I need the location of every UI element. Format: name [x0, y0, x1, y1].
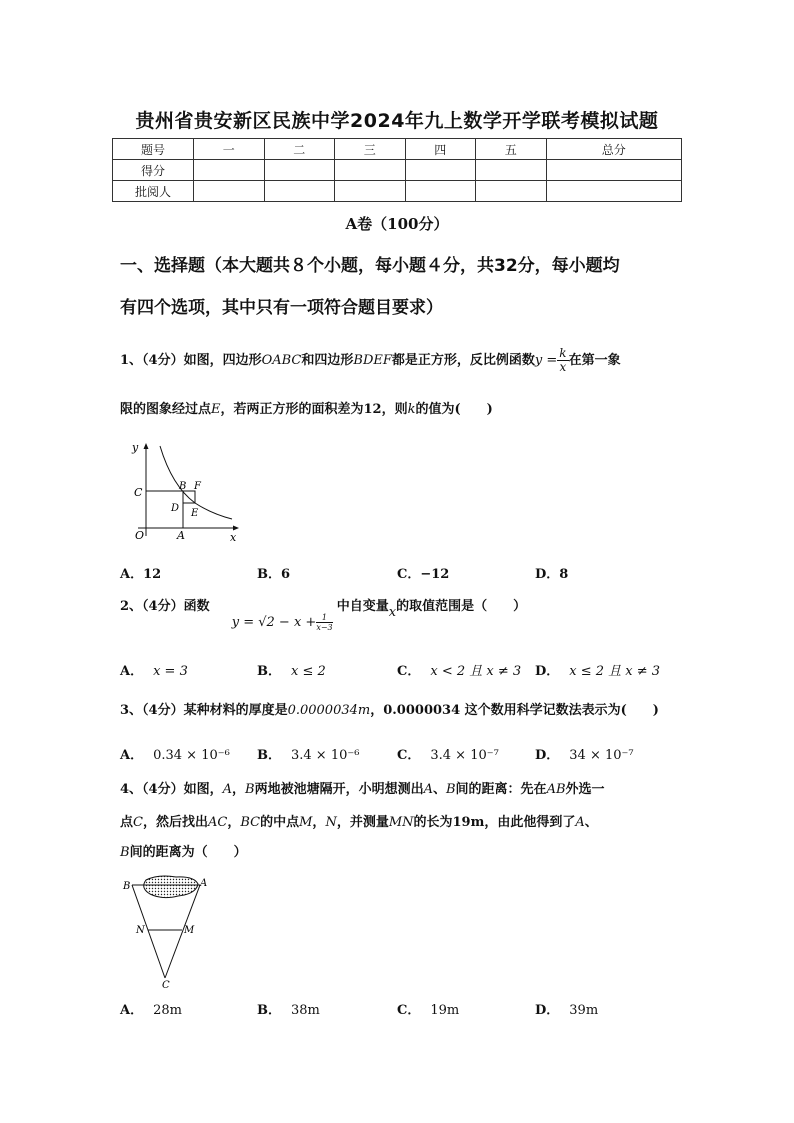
- q1-point: E: [211, 402, 221, 417]
- q4-text: 的中点: [260, 815, 300, 830]
- question-4-line3: [120, 843, 690, 863]
- q4-MN: MN: [388, 815, 414, 830]
- q1-fig-label-e: E: [191, 508, 199, 519]
- q4-option-b-label: B．: [257, 1003, 281, 1018]
- q4-A: A: [423, 782, 433, 797]
- q1-fraction: [557, 347, 568, 374]
- score-table: [112, 138, 682, 202]
- q4-option-c[interactable]: [397, 999, 459, 1018]
- q3-option-a-label: A．: [120, 748, 144, 763]
- q2-options: [120, 660, 680, 680]
- q2-formula: [232, 615, 333, 630]
- q1-text: 1、（4分）如图，四边形: [120, 353, 262, 368]
- q3-option-a[interactable]: [120, 744, 230, 763]
- q2-text: 的取值范围是（ ）: [396, 599, 527, 614]
- q2-var: x: [388, 605, 397, 620]
- q3-option-c-value: 3.4 × 10⁻⁷: [430, 748, 499, 763]
- q4-B: B: [445, 782, 456, 797]
- q1-figure: [124, 438, 244, 550]
- q2-option-b[interactable]: [257, 660, 326, 679]
- q2-frac-num: 1: [316, 613, 332, 623]
- q4-M: M: [299, 815, 313, 830]
- score-cell[interactable]: [546, 181, 682, 202]
- score-cell[interactable]: [476, 181, 547, 202]
- q4-fig-label-m: M: [184, 925, 195, 936]
- q4-option-a-value: 28m: [153, 1003, 182, 1018]
- q3-text: 3、（4分）某种材料的厚度是: [120, 703, 288, 718]
- q1-fig-label-y: y: [132, 441, 139, 454]
- q4-option-c-value: 19m: [430, 1003, 460, 1018]
- q4-BC: BC: [240, 815, 261, 830]
- q2-option-c-value: x < 2 且 x ≠ 3: [430, 664, 522, 679]
- q4-option-a-label: A．: [120, 1003, 144, 1018]
- q4-text: 4、（4分）如图，: [120, 782, 223, 797]
- q4-AB: AB: [546, 782, 566, 797]
- q1-fig-label-o: O: [135, 529, 145, 542]
- q4-fig-label-c: C: [162, 980, 170, 990]
- q4-fig-label-a: A: [200, 878, 208, 889]
- score-table-header-cell: 总分: [546, 139, 682, 160]
- q3-option-d[interactable]: [535, 744, 634, 763]
- q4-B: B: [120, 845, 130, 860]
- question-3-line: [120, 701, 690, 721]
- q1-shape1: OABC: [261, 353, 302, 368]
- q1-text: 和四边形: [301, 353, 354, 368]
- part-title-line2: 有四个选项，其中只有一项符合题目要求）: [120, 298, 443, 318]
- score-cell[interactable]: [264, 181, 335, 202]
- q4-A: A: [575, 815, 585, 830]
- score-cell[interactable]: [546, 160, 682, 181]
- q1-option-c[interactable]: C．−12: [397, 567, 450, 582]
- q1-fig-label-x: x: [230, 531, 237, 544]
- q2-option-b-value: x ≤ 2: [291, 664, 326, 679]
- q1-option-b[interactable]: B．6: [257, 567, 291, 582]
- q4-text: 的长为19m，由此他得到了: [413, 815, 576, 830]
- exam-title: 贵州省贵安新区民族中学2024年九上数学开学联考模拟试题: [135, 110, 659, 132]
- q3-value: 0.0000034m: [287, 703, 371, 718]
- q3-options: [120, 744, 680, 764]
- q2-option-c[interactable]: [397, 660, 521, 679]
- question-1-line1: [120, 347, 690, 374]
- q1-text: ，若两正方形的面积差为12，则: [220, 402, 408, 417]
- q2-fraction: [316, 613, 332, 632]
- score-table-header-cell: 四: [405, 139, 476, 160]
- score-cell[interactable]: [476, 160, 547, 181]
- question-2-line: [120, 597, 690, 632]
- q3-option-b[interactable]: [257, 744, 359, 763]
- q4-text: ，并测量: [336, 815, 389, 830]
- q4-text: 两地被池塘隔开，小明想测出: [254, 782, 424, 797]
- q4-options: [120, 999, 680, 1019]
- q1-shape2: BDEF: [353, 353, 392, 368]
- q3-text: ，0.0000034 这个数用科学记数法表示为( ): [370, 703, 659, 718]
- q1-func-lhs: y =: [534, 353, 558, 368]
- score-table-row: [113, 181, 682, 202]
- q1-text: 都是正方形，反比例函数: [391, 353, 535, 368]
- score-table-header-cell: 一: [194, 139, 265, 160]
- q4-option-b[interactable]: [257, 999, 320, 1018]
- q1-options: [120, 563, 680, 583]
- score-cell[interactable]: [194, 181, 265, 202]
- q1-frac-num: k: [559, 346, 567, 360]
- q4-option-b-value: 38m: [291, 1003, 320, 1018]
- q1-option-a[interactable]: A．12: [120, 567, 162, 582]
- q4-B: B: [245, 782, 255, 797]
- q2-option-a-label: A．: [120, 664, 144, 679]
- part-title-line1: 一、选择题（本大题共８个小题，每小题４分，共32分，每小题均: [120, 256, 620, 276]
- question-1-line2: [120, 400, 690, 420]
- q4-text: 间的距离：先在: [455, 782, 547, 797]
- score-table-header-cell: 五: [476, 139, 547, 160]
- q4-text: 点: [120, 815, 134, 830]
- score-cell[interactable]: [335, 160, 406, 181]
- q1-frac-den: x: [559, 360, 567, 374]
- q2-frac-den: x−3: [316, 623, 333, 632]
- q1-fig-label-b: B: [179, 481, 187, 492]
- score-table-header-cell: 二: [264, 139, 335, 160]
- q2-option-d-value: x ≤ 2 且 x ≠ 3: [569, 664, 661, 679]
- score-cell[interactable]: [405, 160, 476, 181]
- q1-text: 的值为( ): [415, 402, 493, 417]
- q3-option-c-label: C．: [397, 748, 421, 763]
- score-table-header-row: [113, 139, 682, 160]
- q4-fig-label-n: N: [136, 925, 145, 936]
- score-cell[interactable]: [335, 181, 406, 202]
- q1-text: 限的图象经过点: [120, 402, 212, 417]
- score-table-row: [113, 160, 682, 181]
- q4-text: 间的距离为（ ）: [129, 845, 247, 860]
- q1-fig-label-a: A: [177, 529, 185, 542]
- q4-text: 外选一: [565, 782, 605, 797]
- question-4-line2: 点C，然后找出AC，BC的中点M，N，并测量MN的长为19m，由此他得到了A、: [120, 815, 598, 830]
- score-cell[interactable]: [264, 160, 335, 181]
- q4-N: N: [325, 815, 337, 830]
- score-table-row-label: 批阅人: [113, 181, 194, 202]
- q3-option-b-value: 3.4 × 10⁻⁶: [291, 748, 360, 763]
- q4-figure: [118, 872, 218, 990]
- score-cell[interactable]: [194, 160, 265, 181]
- q1-fig-label-d: D: [171, 503, 180, 514]
- q4-option-d-label: D．: [535, 1003, 560, 1018]
- score-table-header-cell: 三: [335, 139, 406, 160]
- q4-A: A: [222, 782, 232, 797]
- q1-var: k: [407, 402, 416, 417]
- q3-option-a-value: 0.34 × 10⁻⁶: [153, 748, 230, 763]
- score-cell[interactable]: [405, 181, 476, 202]
- q3-option-c[interactable]: [397, 744, 499, 763]
- q3-option-d-value: 34 × 10⁻⁷: [569, 748, 634, 763]
- q2-option-d[interactable]: [535, 660, 660, 679]
- q1-fig-label-c: C: [134, 486, 143, 499]
- q2-option-c-label: C．: [397, 664, 421, 679]
- q1-option-d[interactable]: D．8: [535, 567, 569, 582]
- q3-option-b-label: B．: [257, 748, 281, 763]
- q2-formula-text: y = √2 − x +: [231, 615, 317, 630]
- q2-text: 中自变量: [336, 599, 389, 614]
- q4-option-d[interactable]: [535, 999, 598, 1018]
- q4-text: ，然后找出: [142, 815, 208, 830]
- q2-option-a-value: x = 3: [153, 664, 188, 679]
- q2-option-d-label: D．: [535, 664, 560, 679]
- q1-fig-label-f: F: [194, 481, 201, 492]
- q2-text: 2、（4分）函数: [120, 599, 210, 614]
- q2-option-b-label: B．: [257, 664, 281, 679]
- q3-option-d-label: D．: [535, 748, 560, 763]
- score-table-header-cell: 题号: [113, 139, 194, 160]
- section-title: A卷（100分）: [345, 215, 449, 233]
- q4-option-d-value: 39m: [569, 1003, 599, 1018]
- q2-option-a[interactable]: [120, 660, 188, 679]
- q4-option-c-label: C．: [397, 1003, 421, 1018]
- q4-AC: AC: [207, 815, 228, 830]
- score-table-row-label: 得分: [113, 160, 194, 181]
- question-4-line1: 4、（4分）如图，A，B两地被池塘隔开，小明想测出A、B间的距离：先在AB外选一: [120, 782, 605, 797]
- q4-C: C: [133, 815, 143, 830]
- q4-option-a[interactable]: [120, 999, 182, 1018]
- q4-fig-label-b: B: [123, 881, 131, 892]
- q1-text: 在第一象: [568, 353, 621, 368]
